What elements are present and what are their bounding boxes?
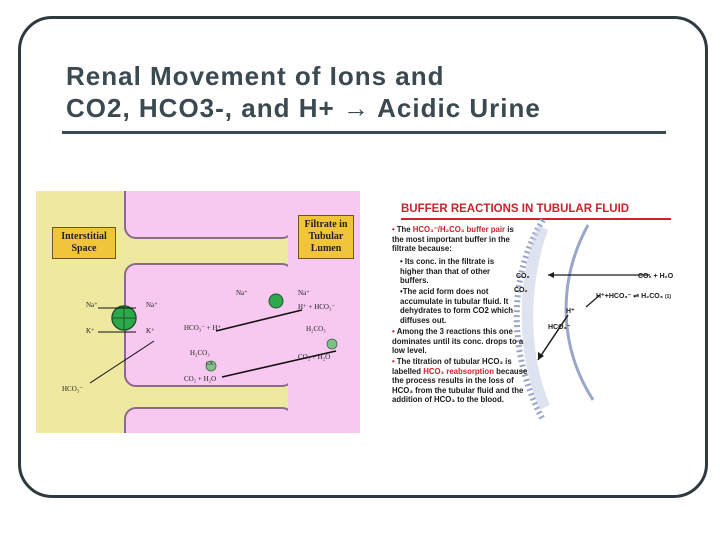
- interstitial-space-label: Interstitial Space: [52, 227, 116, 259]
- bullet-1-text-b: is the most important buffer in the filtrate because:: [392, 225, 514, 254]
- co2-h2o-lumen-label: CO₂ + H₂O: [298, 353, 331, 361]
- hco3-lower-label: HCO₃⁻: [548, 324, 571, 331]
- h-plus-label: H⁺: [566, 308, 575, 315]
- sub-bullet-2: [400, 287, 514, 325]
- bullet-3-text-a: The titration of tubular HCO₃ is labelled: [392, 357, 512, 376]
- sub-bullet-2-text: The acid form does not accumulate in tubular fluid. It dehydrates to form CO2 which diffuses out.: [400, 287, 514, 325]
- h-hco3-label: H⁺ + HCO₃⁻: [298, 303, 336, 311]
- sub-bullet-1-text: Its conc. in the filtrate is higher than that of other buffers.: [400, 257, 495, 286]
- bullet-3-highlight: HCO₃ reabsorption: [423, 366, 494, 376]
- carbonic-anhydrase-lumen: [327, 339, 337, 349]
- h2co3-cell-label: H₂CO₃: [190, 349, 210, 357]
- sub-bullet-2-marker: •: [400, 287, 403, 296]
- reaction-label: [596, 292, 671, 300]
- bullet-1: [392, 225, 516, 254]
- filtrate-lumen-label: Filtrate in Tubular Lumen: [298, 215, 354, 259]
- k-left-label: K⁺: [86, 327, 95, 335]
- co2-h2o-cell-label: CO₂ + H₂O: [184, 375, 217, 383]
- na-right-label: Na⁺: [236, 289, 248, 297]
- hco3-h-cell-label: HCO₃⁻ + H⁺: [184, 324, 222, 332]
- na-h-exchanger: [269, 294, 283, 308]
- k-mid-label: K⁺: [146, 327, 155, 335]
- arrow-hco3-down: [538, 315, 568, 360]
- title-underline: [62, 131, 666, 134]
- arrowhead-co2-top: [548, 272, 554, 278]
- title-line-1: Renal Movement of Ions and: [66, 61, 445, 91]
- h2co3-lumen-label: H₂CO₃: [306, 325, 326, 333]
- hco3-left-label: HCO₃⁻: [62, 385, 83, 393]
- co2-h2o-label: CO₂ + H₂O: [638, 273, 674, 280]
- transport-arrows: [36, 191, 360, 433]
- reaction-ref: (1): [664, 294, 672, 300]
- bullet-3-text-b: because the process results in the loss of HCO₃ from the tubular fluid and the addition of HCO₃ to the blood.: [392, 366, 528, 405]
- na-mid-label: Na⁺: [146, 301, 158, 309]
- bullet-1-text-a: The: [396, 225, 413, 234]
- ca-label: CA: [206, 362, 213, 367]
- sub-bullet-1: [400, 257, 512, 286]
- buffer-reactions-diagram: [388, 195, 680, 425]
- bullet-2: [392, 327, 524, 356]
- arrow-hco3-out: [90, 341, 154, 383]
- na-lumen-label: Na⁺: [298, 289, 310, 297]
- bullet-2-text: Among the 3 reactions this one dominates until its conc. drops to a low level.: [392, 327, 524, 356]
- reaction-text: H⁺+HCO₃⁻ ⇌ H₂CO₃: [596, 293, 663, 300]
- buffer-heading: BUFFER REACTIONS IN TUBULAR FLUID: [401, 203, 630, 215]
- bullet-1-marker: •: [392, 225, 395, 234]
- co2-top-label: CO₂: [516, 273, 530, 280]
- bullet-3: [392, 357, 528, 405]
- co2-mid-label: CO₂: [514, 287, 528, 294]
- bullet-2-marker: •: [392, 327, 395, 336]
- slide-title: [66, 60, 541, 124]
- na-left-label: Na⁺: [86, 301, 98, 309]
- renal-transport-diagram: [36, 191, 360, 433]
- bullet-1-highlight: HCO₃⁻/H₂CO₃ buffer pair: [412, 225, 506, 234]
- arrow-h-secreted: [216, 310, 302, 331]
- sub-bullet-1-marker: •: [400, 257, 405, 266]
- title-line-2: CO2, HCO3-, and H+ → Acidic Urine: [66, 93, 541, 123]
- bullet-3-marker: •: [392, 357, 395, 366]
